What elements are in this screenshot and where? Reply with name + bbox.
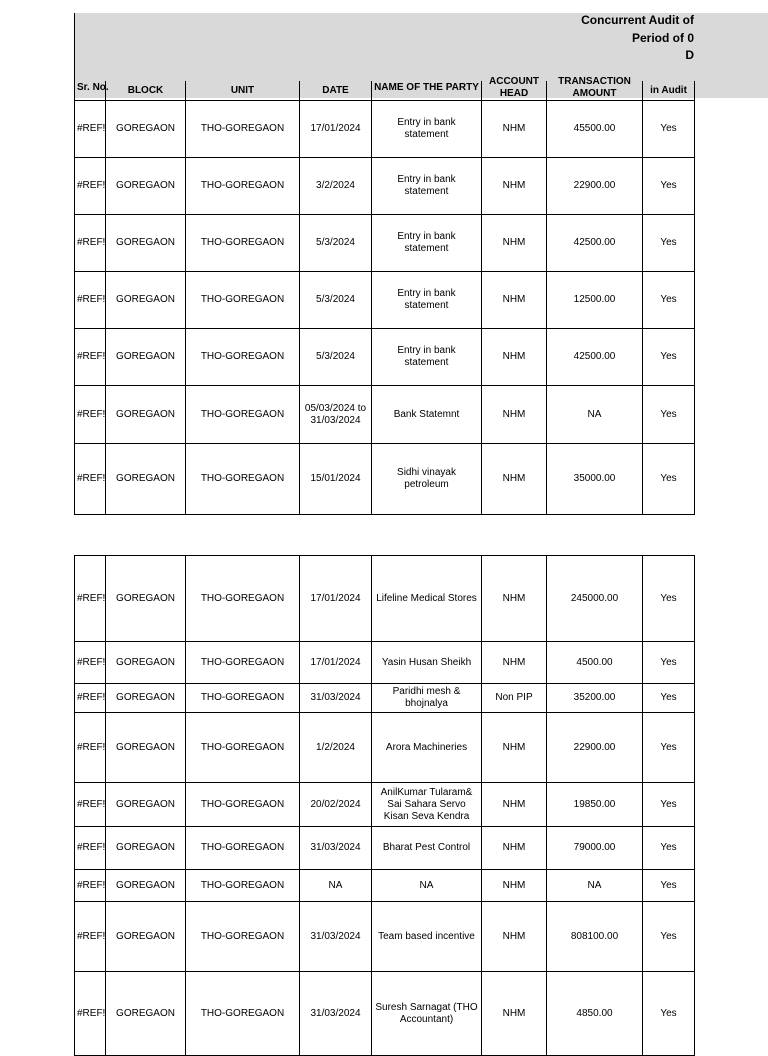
cell-unit: THO-GOREGAON	[186, 642, 300, 684]
col-header-block: BLOCK	[106, 81, 186, 101]
cell-party: Entry in bank statement	[372, 272, 482, 329]
cell-party: Entry in bank statement	[372, 215, 482, 272]
col-header-account-head: ACCOUNT HEAD	[482, 81, 547, 101]
cell-sr-no: #REF!	[75, 329, 106, 386]
cell-unit: THO-GOREGAON	[186, 444, 300, 515]
cell-in-audit: Yes	[643, 329, 695, 386]
audit-table-1	[74, 76, 695, 515]
cell-account-head: NHM	[482, 444, 547, 515]
cell-amount: 22900.00	[547, 158, 643, 215]
cell-unit: THO-GOREGAON	[186, 329, 300, 386]
cell-party: Lifeline Medical Stores	[372, 556, 482, 642]
cell-block: GOREGAON	[106, 684, 186, 713]
cell-party: Paridhi mesh & bhojnalya	[372, 684, 482, 713]
cell-party: NA	[372, 870, 482, 902]
cell-date: 31/03/2024	[300, 972, 372, 1056]
cell-block: GOREGAON	[106, 783, 186, 827]
cell-party: Suresh Sarnagat (THO Accountant)	[372, 972, 482, 1056]
cell-sr-no: #REF!	[75, 972, 106, 1056]
cell-unit: THO-GOREGAON	[186, 902, 300, 972]
cell-party: Team based incentive	[372, 902, 482, 972]
cell-account-head: NHM	[482, 713, 547, 783]
table-row	[75, 329, 695, 386]
cell-block: GOREGAON	[106, 215, 186, 272]
cell-account-head: NHM	[482, 386, 547, 444]
cell-unit: THO-GOREGAON	[186, 101, 300, 158]
cell-date: 5/3/2024	[300, 272, 372, 329]
cell-in-audit: Yes	[643, 783, 695, 827]
cell-party: Yasin Husan Sheikh	[372, 642, 482, 684]
cell-account-head: NHM	[482, 215, 547, 272]
cell-sr-no: #REF!	[75, 783, 106, 827]
cell-date: 20/02/2024	[300, 783, 372, 827]
cell-unit: THO-GOREGAON	[186, 972, 300, 1056]
cell-unit: THO-GOREGAON	[186, 556, 300, 642]
cell-sr-no: #REF!	[75, 556, 106, 642]
cell-sr-no: #REF!	[75, 444, 106, 515]
cell-block: GOREGAON	[106, 827, 186, 870]
cell-in-audit: Yes	[643, 870, 695, 902]
cell-amount: 35200.00	[547, 684, 643, 713]
cell-amount: NA	[547, 386, 643, 444]
table-row	[75, 444, 695, 515]
cell-block: GOREGAON	[106, 870, 186, 902]
cell-party: Entry in bank statement	[372, 329, 482, 386]
cell-amount: 42500.00	[547, 215, 643, 272]
cell-block: GOREGAON	[106, 101, 186, 158]
col-header-party: NAME OF THE PARTY	[372, 81, 482, 101]
table-row	[75, 158, 695, 215]
cell-block: GOREGAON	[106, 642, 186, 684]
cell-amount: 22900.00	[547, 713, 643, 783]
cell-date: 1/2/2024	[300, 713, 372, 783]
cell-date: 17/01/2024	[300, 101, 372, 158]
cell-account-head: NHM	[482, 972, 547, 1056]
col-header-date: DATE	[300, 81, 372, 101]
cell-in-audit: Yes	[643, 556, 695, 642]
col-header-amount: TRANSACTION AMOUNT	[547, 81, 643, 101]
cell-block: GOREGAON	[106, 272, 186, 329]
cell-account-head: NHM	[482, 642, 547, 684]
cell-in-audit: Yes	[643, 386, 695, 444]
cell-sr-no: #REF!	[75, 902, 106, 972]
table-row	[75, 642, 695, 684]
cell-in-audit: Yes	[643, 444, 695, 515]
cell-date: 31/03/2024	[300, 827, 372, 870]
table-row	[75, 684, 695, 713]
cell-sr-no: #REF!	[75, 101, 106, 158]
cell-party: Bharat Pest Control	[372, 827, 482, 870]
report-title-line-3: D	[685, 48, 694, 62]
cell-block: GOREGAON	[106, 444, 186, 515]
cell-block: GOREGAON	[106, 972, 186, 1056]
cell-amount: 4850.00	[547, 972, 643, 1056]
cell-in-audit: Yes	[643, 642, 695, 684]
cell-block: GOREGAON	[106, 329, 186, 386]
table-row	[75, 101, 695, 158]
cell-amount: 79000.00	[547, 827, 643, 870]
cell-amount: 35000.00	[547, 444, 643, 515]
cell-date: NA	[300, 870, 372, 902]
cell-block: GOREGAON	[106, 556, 186, 642]
table-row	[75, 783, 695, 827]
cell-amount: 808100.00	[547, 902, 643, 972]
cell-date: 15/01/2024	[300, 444, 372, 515]
report-title-line-2: Period of 0	[631, 31, 694, 45]
cell-in-audit: Yes	[643, 972, 695, 1056]
cell-in-audit: Yes	[643, 215, 695, 272]
cell-account-head: NHM	[482, 329, 547, 386]
cell-party: Entry in bank statement	[372, 158, 482, 215]
cell-amount: 245000.00	[547, 556, 643, 642]
cell-unit: THO-GOREGAON	[186, 684, 300, 713]
cell-in-audit: Yes	[643, 101, 695, 158]
cell-block: GOREGAON	[106, 158, 186, 215]
cell-unit: THO-GOREGAON	[186, 386, 300, 444]
cell-account-head: NHM	[482, 158, 547, 215]
cell-in-audit: Yes	[643, 272, 695, 329]
cell-sr-no: #REF!	[75, 158, 106, 215]
cell-account-head: NHM	[482, 556, 547, 642]
cell-date: 31/03/2024	[300, 902, 372, 972]
cell-sr-no: #REF!	[75, 684, 106, 713]
cell-date: 17/01/2024	[300, 642, 372, 684]
cell-in-audit: Yes	[643, 713, 695, 783]
table-row	[75, 556, 695, 642]
cell-date: 31/03/2024	[300, 684, 372, 713]
cell-amount: 19850.00	[547, 783, 643, 827]
table-row	[75, 215, 695, 272]
report-title-block	[74, 13, 694, 73]
cell-account-head: NHM	[482, 272, 547, 329]
col-header-unit: UNIT	[186, 81, 300, 101]
table-row	[75, 827, 695, 870]
cell-sr-no: #REF!	[75, 642, 106, 684]
cell-in-audit: Yes	[643, 158, 695, 215]
cell-in-audit: Yes	[643, 684, 695, 713]
cell-amount: 42500.00	[547, 329, 643, 386]
cell-unit: THO-GOREGAON	[186, 215, 300, 272]
cell-unit: THO-GOREGAON	[186, 272, 300, 329]
cell-party: Bank Statemnt	[372, 386, 482, 444]
cell-sr-no: #REF!	[75, 713, 106, 783]
cell-sr-no: #REF!	[75, 386, 106, 444]
cell-in-audit: Yes	[643, 827, 695, 870]
cell-party: Sidhi vinayak petroleum	[372, 444, 482, 515]
col-header-sr-no: Sr. No.	[75, 81, 106, 101]
table-row	[75, 902, 695, 972]
table-row	[75, 972, 695, 1056]
report-title-line-1: Concurrent Audit of	[581, 13, 694, 27]
cell-date: 05/03/2024 to 31/03/2024	[300, 386, 372, 444]
table-row	[75, 272, 695, 329]
table-row	[75, 386, 695, 444]
cell-unit: THO-GOREGAON	[186, 870, 300, 902]
cell-block: GOREGAON	[106, 713, 186, 783]
cell-unit: THO-GOREGAON	[186, 713, 300, 783]
cell-date: 17/01/2024	[300, 556, 372, 642]
cell-account-head: NHM	[482, 101, 547, 158]
cell-sr-no: #REF!	[75, 827, 106, 870]
cell-in-audit: Yes	[643, 902, 695, 972]
cell-date: 5/3/2024	[300, 329, 372, 386]
cell-party: AnilKumar Tularam& Sai Sahara Servo Kisan Seva Kendra	[372, 783, 482, 827]
cell-unit: THO-GOREGAON	[186, 158, 300, 215]
cell-amount: 4500.00	[547, 642, 643, 684]
cell-unit: THO-GOREGAON	[186, 827, 300, 870]
table-row	[75, 870, 695, 902]
audit-table-2	[74, 555, 695, 1056]
cell-account-head: NHM	[482, 827, 547, 870]
cell-sr-no: #REF!	[75, 870, 106, 902]
cell-party: Arora Machineries	[372, 713, 482, 783]
cell-party: Entry in bank statement	[372, 101, 482, 158]
cell-sr-no: #REF!	[75, 215, 106, 272]
table-header-row	[75, 81, 695, 101]
cell-sr-no: #REF!	[75, 272, 106, 329]
table-row	[75, 713, 695, 783]
cell-account-head: NHM	[482, 902, 547, 972]
cell-date: 5/3/2024	[300, 215, 372, 272]
cell-amount: 12500.00	[547, 272, 643, 329]
cell-account-head: Non PIP	[482, 684, 547, 713]
cell-date: 3/2/2024	[300, 158, 372, 215]
cell-account-head: NHM	[482, 870, 547, 902]
cell-unit: THO-GOREGAON	[186, 783, 300, 827]
cell-account-head: NHM	[482, 783, 547, 827]
cell-block: GOREGAON	[106, 386, 186, 444]
cell-amount: NA	[547, 870, 643, 902]
cell-block: GOREGAON	[106, 902, 186, 972]
cell-amount: 45500.00	[547, 101, 643, 158]
col-header-in-audit: in Audit	[643, 81, 695, 101]
